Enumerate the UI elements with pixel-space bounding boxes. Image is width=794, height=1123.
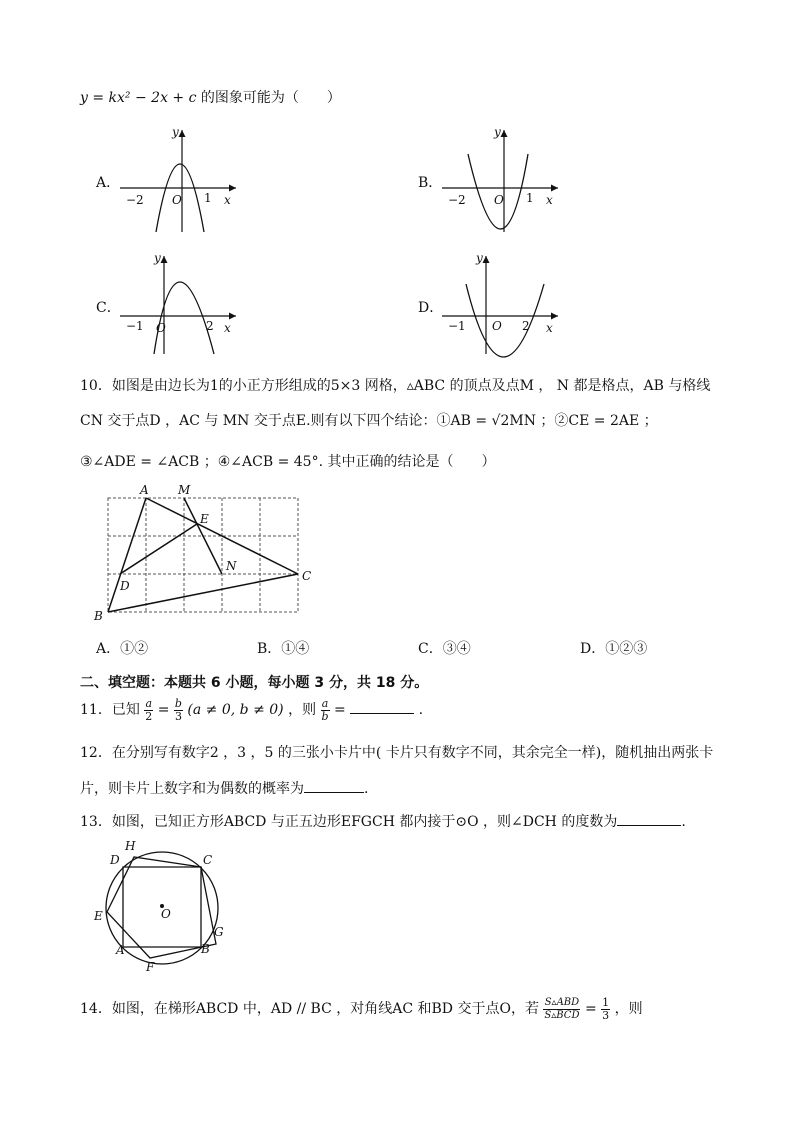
q9-stem-text: 的图象可能为（ ） — [196, 90, 341, 106]
q9-graph-a — [118, 124, 248, 236]
origin-label: O — [172, 193, 182, 207]
point-b-label: B — [94, 609, 103, 623]
q11 — [80, 696, 423, 724]
tick-label: −1 — [126, 319, 144, 333]
q14 — [80, 994, 643, 1024]
q14-suffix: ，则 — [614, 1001, 643, 1017]
tick-label: −2 — [126, 193, 144, 207]
q11-condition: (a ≠ 0, b ≠ 0) — [187, 702, 284, 718]
point-c-label: C — [302, 569, 312, 583]
x-axis-label: x — [546, 193, 553, 207]
q10-grid-figure — [90, 480, 330, 626]
q11-prefix: 11．已知 — [80, 702, 140, 718]
point-b-label: B — [201, 942, 210, 956]
q9-option-b-label: B． — [418, 175, 443, 191]
point-f-label: F — [146, 960, 155, 974]
q9-stem — [80, 87, 341, 107]
point-n-label: N — [226, 559, 237, 573]
q13-answer-blank[interactable] — [617, 813, 681, 826]
tick-label: −2 — [448, 193, 466, 207]
q14-prefix: 14．如图，在梯形ABCD 中，AD // BC ，对角线AC 和BD 交于点O，若 — [80, 1001, 539, 1017]
y-axis-label: y — [494, 125, 501, 139]
q9-graph-c — [118, 250, 248, 358]
q13-end: . — [681, 814, 686, 830]
point-e-label: E — [94, 909, 103, 923]
tick-label: 2 — [522, 319, 530, 333]
point-a-label: A — [116, 943, 125, 957]
q11-answer-blank[interactable] — [350, 701, 414, 714]
q11-equals: = — [157, 702, 170, 718]
parabola-curve — [466, 284, 544, 357]
x-axis-label: x — [224, 321, 231, 335]
tick-label: 1 — [526, 191, 534, 205]
point-g-label: G — [214, 925, 224, 939]
q10-line1: 10．如图是由边长为1的小正方形组成的5×3 网格，▵ABC 的顶点及点M ， N 都是格点，AB 与格线 — [80, 378, 711, 394]
point-a-label: A — [140, 483, 149, 497]
q14-area-ratio: $\frac{\text{S▵ABD}}{\text{S▵BCD}}$ — [544, 996, 580, 1021]
q10-line2: CN 交于点D ，AC 与 MN 交于点E.则有以下四个结论：①AB = √2MN ；②CE = 2AE ； — [80, 413, 658, 429]
point-e-label: E — [200, 512, 209, 526]
q11-mid: ，则 — [283, 702, 317, 718]
x-axis-label: x — [546, 321, 553, 335]
q13-line1-wrap — [80, 811, 686, 831]
q10-line3: ③∠ADE = ∠ACB ；④∠ACB = 45°. 其中正确的结论是（ ） — [80, 454, 496, 470]
q9-option-d-label: D． — [418, 300, 444, 316]
q10-choice-c: C．③④ — [418, 641, 471, 657]
q12-answer-blank[interactable] — [304, 780, 364, 793]
q10-choice-d: D．①②③ — [580, 641, 648, 657]
section2-heading: 二、填空题：本题共 6 小题，每小题 3 分，共 18 分。 — [80, 675, 429, 691]
q12-line2-wrap — [80, 778, 368, 798]
tick-label: 2 — [206, 319, 214, 333]
point-d-label: D — [110, 853, 120, 867]
parabola-curve — [468, 154, 528, 229]
point-c-label: C — [203, 853, 213, 867]
point-d-label: D — [120, 579, 130, 593]
q11-fraction-a-over-b: $\frac{a}{b}$ — [321, 696, 329, 723]
q9-graph-b — [440, 124, 570, 236]
q14-equals: = — [584, 1001, 597, 1017]
q11-fraction-a-over-2: $\frac{a}{2}$ — [145, 696, 153, 723]
q11-end: . — [414, 702, 424, 718]
q12-line2: 片，则卡片上数字和为偶数的概率为 — [80, 781, 304, 797]
origin-label: O — [492, 319, 502, 333]
q11-fraction-b-over-3: $\frac{b}{3}$ — [174, 696, 182, 723]
q13-circle-figure — [90, 836, 240, 976]
q14-ratio-value: $\frac{1}{3}$ — [602, 995, 610, 1022]
q9-option-c-label: C． — [96, 300, 121, 316]
q11-equals-2: = — [334, 702, 346, 718]
point-o-label: O — [161, 907, 171, 921]
q10-choice-b: B．①④ — [257, 641, 310, 657]
x-axis-label: x — [224, 193, 231, 207]
point-h-label: H — [125, 839, 136, 853]
q9-graph-d — [440, 250, 570, 358]
y-axis-label: y — [476, 251, 483, 265]
q13-line1: 13．如图，已知正方形ABCD 与正五边形EFGCH 都内接于⊙O ，则∠DCH 的度数为 — [80, 814, 618, 830]
q12-end: . — [364, 781, 369, 797]
y-axis-label: y — [172, 125, 179, 139]
tick-label: 1 — [204, 191, 212, 205]
y-axis-label: y — [154, 251, 161, 265]
q9-option-a-label: A． — [96, 175, 121, 191]
tick-label: −1 — [448, 319, 466, 333]
point-m-label: M — [178, 483, 191, 497]
origin-label: O — [494, 193, 504, 207]
q12-line1: 12．在分别写有数字2 ，3 ，5 的三张小卡片中( 卡片只有数字不同，其余完全一样)，随机抽出两张卡 — [80, 745, 714, 761]
parabola-curve — [154, 282, 214, 354]
q10-choice-a: A．①② — [96, 641, 149, 657]
q9-formula: y = kx² − 2x + c — [80, 90, 197, 106]
origin-label: O — [156, 321, 166, 335]
